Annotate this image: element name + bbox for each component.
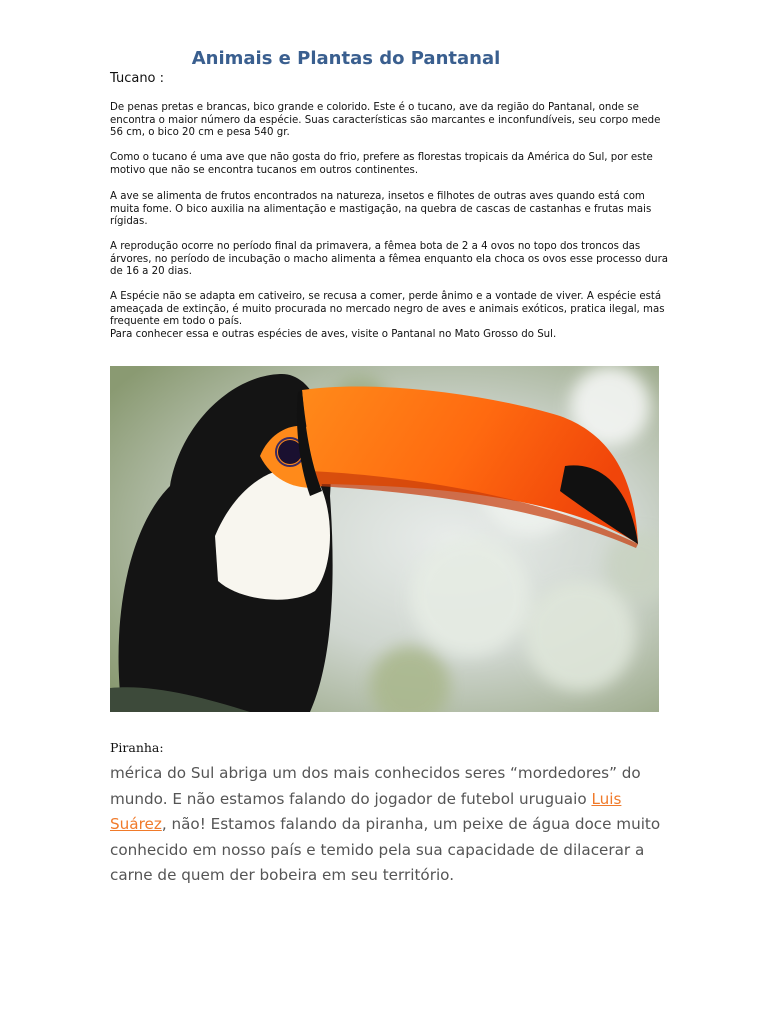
tucano-paragraph-feeding: A ave se alimenta de frutos encontrados na natureza, insetos e filhotes de outras aves quando está com muita fome. O bico auxilia na alimentação e mastigação, na quebra de cascas de castanhas e frutas mais rígidas. bbox=[110, 191, 652, 228]
page-title: Animais e Plantas do Pantanal bbox=[191, 48, 501, 69]
tucano-paragraph-conservation bbox=[110, 291, 670, 341]
toucan-photo bbox=[110, 366, 659, 712]
piranha-paragraph bbox=[110, 761, 670, 889]
tucano-paragraph-description: De penas pretas e brancas, bico grande e colorido. Este é o tucano, ave da região do Pantanal, onde se encontra o maior número da espécie. Suas características são marcantes e inconfundíveis, seu corpo mede 56 cm, o bico 20 cm e pesa 540 gr. bbox=[110, 102, 661, 139]
luis-suarez-link[interactable]: Luis Suárez bbox=[110, 789, 622, 833]
tucano-heading: Tucano : bbox=[110, 71, 165, 86]
piranha-text-after: , não! Estamos falando da piranha, um peixe de água doce muito conhecido em nosso país e temido pela sua capacidade de dilacerar a carne de quem der bobeira em seu território. bbox=[110, 815, 661, 884]
tucano-visit-text: Para conhecer essa e outras espécies de aves, visite o Pantanal no Mato Grosso do Sul. bbox=[110, 328, 557, 340]
tucano-paragraph-reproduction: A reprodução ocorre no período final da primavera, a fêmea bota de 2 a 4 ovos no topo dos troncos das árvores, no período de incubação o macho alimenta a fêmea enquanto ela choca os ovos esse processo dura de 16 a 20 dias. bbox=[110, 241, 669, 278]
tucano-paragraph-habitat: Como o tucano é uma ave que não gosta do frio, prefere as florestas tropicais da América do Sul, por este motivo que não se encontra tucanos em outros continentes. bbox=[110, 152, 653, 176]
piranha-heading: Piranha: bbox=[110, 740, 164, 755]
piranha-text-before: mérica do Sul abriga um dos mais conhecidos seres “mordedores” do mundo. E não estamos falando do jogador de futebol uruguaio bbox=[110, 764, 641, 808]
tucano-conservation-text: A Espécie não se adapta em cativeiro, se recusa a comer, perde ânimo e a vontade de viver. A espécie está ameaçada de extinção, é muito procurada no mercado negro de aves e animais exóticos, pratica ilegal, mas frequente em todo o país. bbox=[110, 291, 665, 328]
